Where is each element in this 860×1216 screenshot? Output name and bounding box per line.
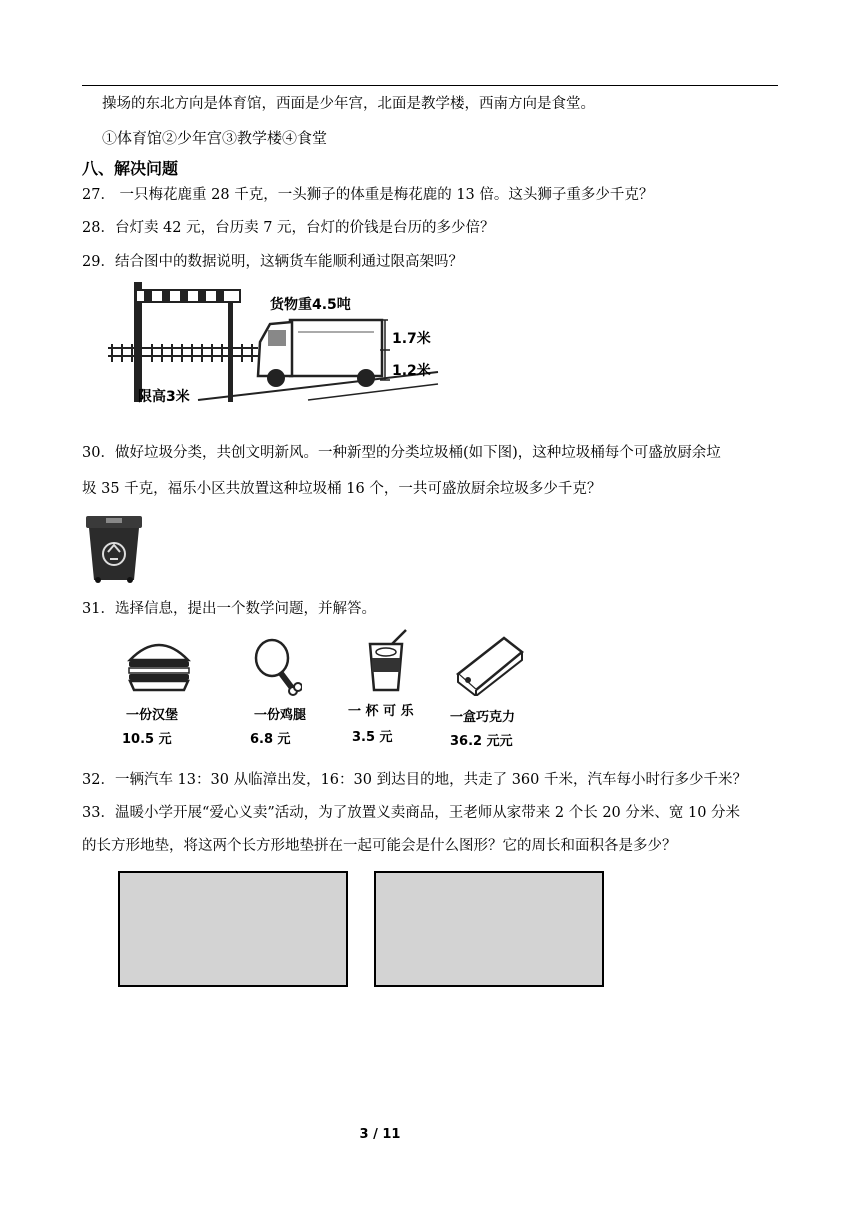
question-33-line-2: 的长方形地垫，将这两个长方形地垫拼在一起可能会是什么图形？它的周长和面积各是多少？ <box>82 838 677 854</box>
food-name-chocolate: 一盒巧克力 <box>450 710 516 725</box>
food-name-chicken: 一份鸡腿 <box>254 708 307 723</box>
food-price-hamburger: 10.5 元 <box>122 732 172 747</box>
food-price-chocolate: 36.2 元元 <box>450 734 513 749</box>
hamburger-icon <box>126 636 192 692</box>
food-price-cola: 3.5 元 <box>352 730 393 745</box>
chocolate-box-icon <box>452 634 528 696</box>
floor-mat-rectangle-right <box>374 871 604 987</box>
height-bottom-label: 1.2米 <box>392 363 431 379</box>
cargo-weight-label: 货物重4.5吨 <box>270 297 351 313</box>
food-price-figure <box>118 628 538 752</box>
question-27: 27． 一只梅花鹿重 28 千克，一头狮子的体重是梅花鹿的 13 倍。这头狮子重多少千克？ <box>82 187 654 203</box>
page-number: 3 / 11 <box>359 1127 401 1142</box>
height-top-label: 1.7米 <box>392 331 431 347</box>
floor-mat-rectangle-left <box>118 871 348 987</box>
food-price-chicken: 6.8 元 <box>250 732 291 747</box>
truck-height-limit-figure <box>108 280 448 410</box>
food-name-cola: 一 杯 可 乐 <box>348 704 414 719</box>
answer-options: ①体育馆②少年宫③教学楼④食堂 <box>102 129 328 147</box>
question-32: 32．一辆汽车 13：30 从临漳出发，16：30 到达目的地，共走了 360 千米，汽车每小时行多少千米？ <box>82 772 747 788</box>
question-30-line-1: 30．做好垃圾分类，共创文明新风。一种新型的分类垃圾桶(如下图)，这种垃圾桶每个可盛放厨余垃 <box>82 445 721 461</box>
question-29: 29．结合图中的数据说明，这辆货车能顺利通过限高架吗？ <box>82 254 463 270</box>
chicken-leg-icon <box>252 638 302 696</box>
header-rule <box>82 85 778 86</box>
question-31: 31．选择信息，提出一个数学问题，并解答。 <box>82 601 376 617</box>
cola-cup-icon <box>362 628 412 694</box>
question-28: 28．台灯卖 42 元，台历卖 7 元，台灯的价钱是台历的多少倍？ <box>82 220 495 236</box>
question-33-line-1: 33．温暖小学开展“爱心义卖”活动，为了放置义卖商品，王老师从家带来 2 个长 20 分米、宽 10 分米 <box>82 805 741 821</box>
intro-line: 操场的东北方向是体育馆，西面是少年宫，北面是教学楼，西南方向是食堂。 <box>102 96 595 112</box>
height-limit-label: 限高3米 <box>138 389 190 405</box>
question-30-line-2: 圾 35 千克，福乐小区共放置这种垃圾桶 16 个，一共可盛放厨余垃圾多少千克？ <box>82 481 602 497</box>
food-name-hamburger: 一份汉堡 <box>126 708 179 723</box>
section-heading: 八、解决问题 <box>82 159 179 178</box>
recycle-bin-icon <box>84 514 144 584</box>
